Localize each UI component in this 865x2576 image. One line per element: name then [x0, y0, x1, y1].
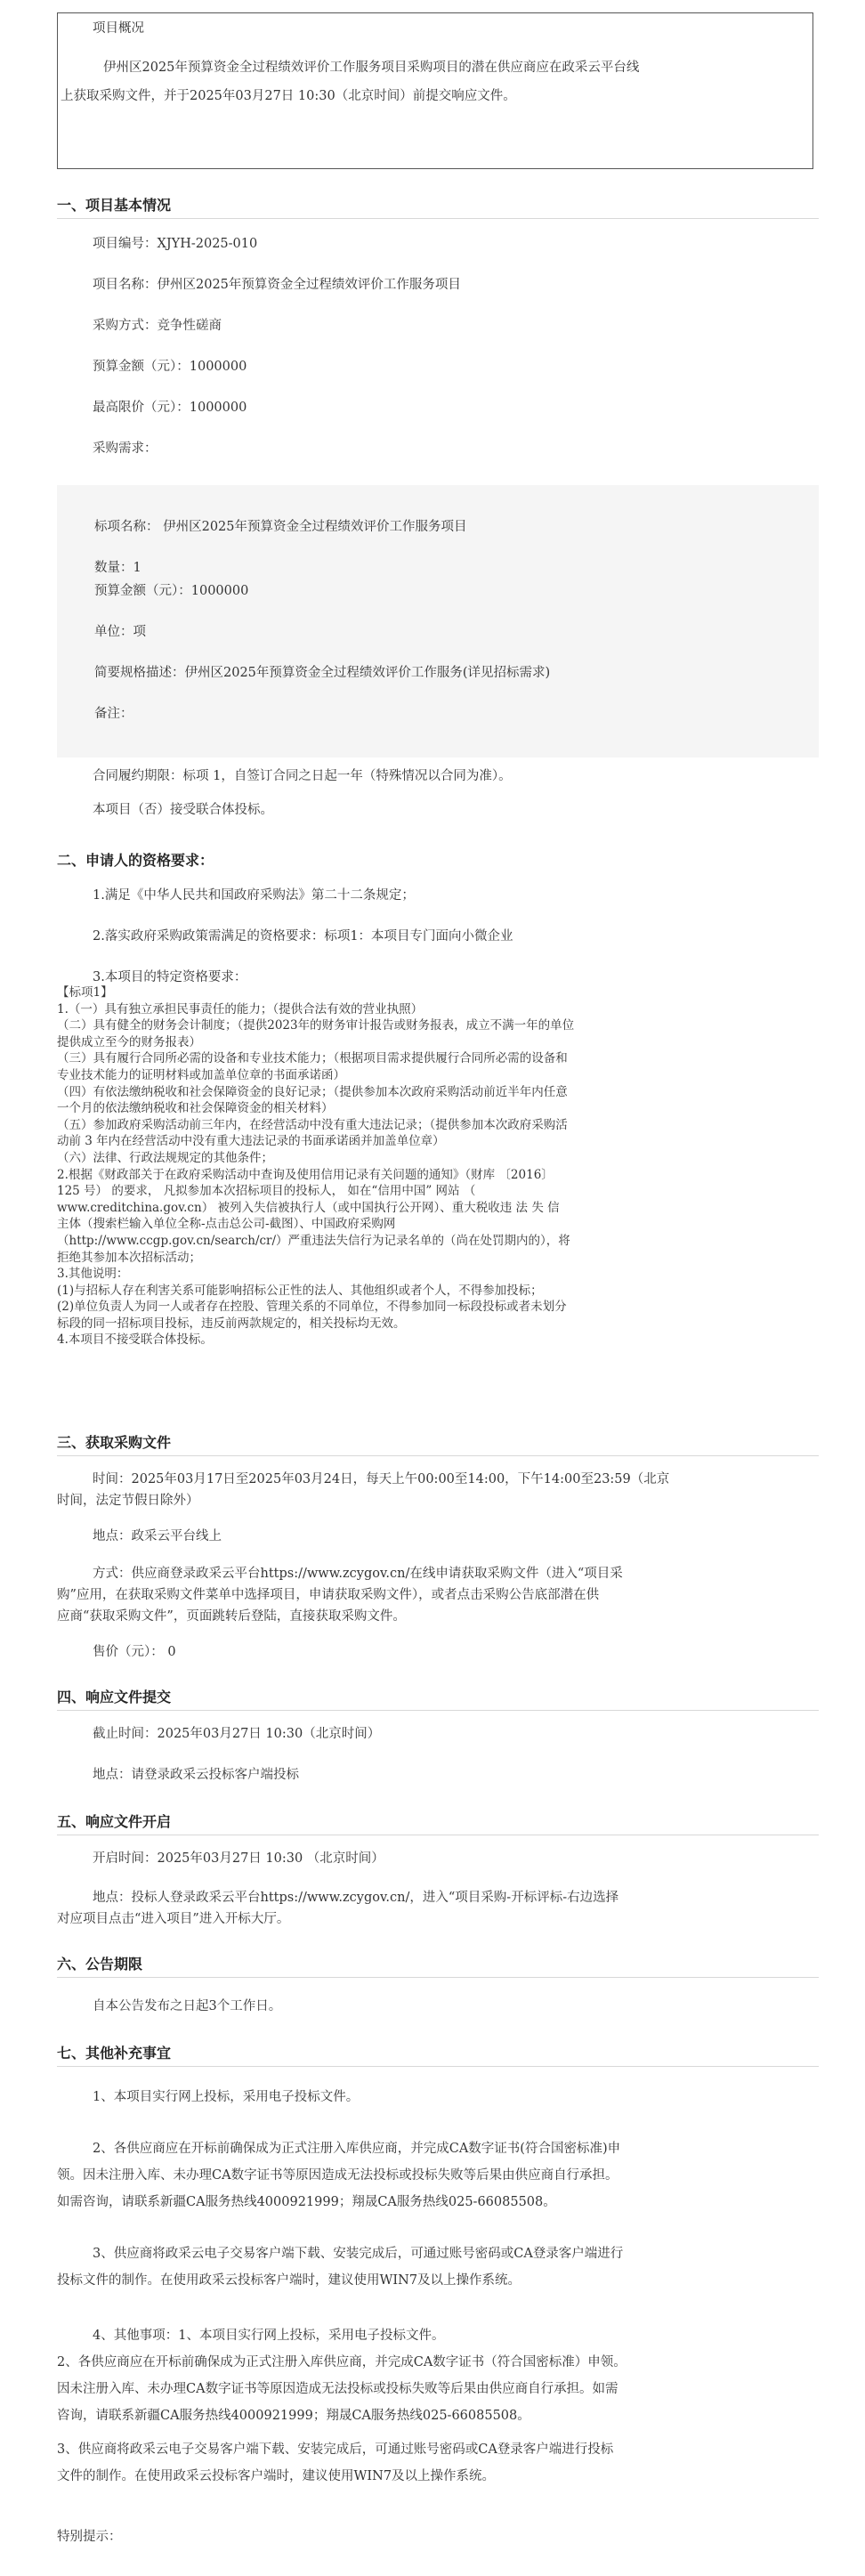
detail-line: (2)单位负责人为同一人或者存在控股、管理关系的不同单位，不得参加同一标段投标或者未划分 — [57, 1300, 567, 1315]
acquire-time-line2: 时间，法定节假日除外） — [57, 1494, 199, 1508]
opening-place-line1: 地点：投标人登录政采云平台https://www.zcygov.cn/，进入“项目采购-开标评标-右边选择 — [93, 1891, 619, 1905]
opening-place-line2: 对应项目点击“进入项目”进入开标大厅。 — [57, 1912, 290, 1926]
detail-line: 提供成立至今的财务报表） — [57, 1034, 201, 1049]
summary-title: 项目概况 — [93, 21, 144, 36]
supplement-p6-line2: 文件的制作。在使用政采云投标客户端时，建议使用WIN7及以上操作系统。 — [57, 2469, 496, 2483]
submit-place: 地点：请登录政采云投标客户端投标 — [93, 1768, 299, 1782]
notice-period: 自本公告发布之日起3个工作日。 — [93, 1999, 282, 2013]
summary-text-line2: 上获取采购文件，并于2025年03月27日 10:30（北京时间）前提交响应文件。 — [61, 89, 516, 103]
detail-line: 【标项1】 — [57, 985, 113, 1000]
section5-heading: 五、响应文件开启 — [57, 1813, 172, 1830]
detail-line: 主体（搜索栏输入单位全称-点击总公司-截图）、中国政府采购网 — [57, 1217, 396, 1232]
detail-line: （六）法律、行政法规规定的其他条件； — [57, 1150, 273, 1165]
section6-heading: 六、公告期限 — [57, 1956, 143, 1973]
opening-time: 开启时间：2025年03月27日 10:30 （北京时间） — [93, 1851, 384, 1866]
detail-line: （四）有依法缴纳税收和社会保障资金的良好记录；（提供参加本次政府采购活动前近半年内任意 — [57, 1084, 568, 1099]
detail-line: 4.本项目不接受联合体投标。 — [57, 1333, 213, 1348]
special-notice-label: 特别提示： — [57, 2530, 122, 2544]
section3-divider — [57, 1455, 819, 1456]
detail-line: 动前 3 年内在经营活动中没有重大违法记录的书面承诺函并加盖单位章） — [57, 1134, 445, 1149]
project-name: 项目名称：伊州区2025年预算资金全过程绩效评价工作服务项目 — [93, 278, 461, 292]
lot-name: 标项名称： 伊州区2025年预算资金全过程绩效评价工作服务项目 — [94, 520, 467, 534]
document-price: 售价（元）： 0 — [93, 1645, 176, 1659]
project-number: 项目编号：XJYH-2025-010 — [93, 237, 258, 251]
lot-spec: 简要规格描述：伊州区2025年预算资金全过程绩效评价工作服务(详见招标需求) — [94, 666, 551, 680]
supplement-p5-line1: 2、各供应商应在开标前确保成为正式注册入库供应商，并完成CA数字证书（符合国密标准）申领。 — [57, 2355, 627, 2369]
max-price: 最高限价（元）：1000000 — [93, 401, 247, 415]
qualification-req1: 1.满足《中华人民共和国政府采购法》第二十二条规定； — [93, 888, 415, 903]
supplement-p2-line2: 领。因未注册入库、未办理CA数字证书等原因造成无法投标或投标失败等后果由供应商自行承担。 — [57, 2168, 618, 2183]
acquire-way-line2: 购”应用，在获取采购文件菜单中选择项目，申请获取采购文件），或者点击采购公告底部潜在供 — [57, 1588, 600, 1602]
supplement-p5-line2: 因未注册入库、未办理CA数字证书等原因造成无法投标或投标失败等后果由供应商自行承担。如需 — [57, 2382, 618, 2396]
section7-divider — [57, 2066, 819, 2067]
section7-heading: 七、其他补充事宜 — [57, 2045, 172, 2062]
acquire-way-line1: 方式：供应商登录政采云平台https://www.zcygov.cn/在线申请获取采购文件（进入“项目采 — [93, 1567, 623, 1581]
procurement-demand-label: 采购需求： — [93, 441, 158, 456]
section1-heading: 一、项目基本情况 — [57, 197, 172, 214]
detail-line: 标段的同一招标项目投标，违反前两款规定的，相关投标均无效。 — [57, 1316, 406, 1331]
detail-line: 2.根据《财政部关于在政府采购活动中查询及使用信用记录有关问题的通知》（财库 〔2016〕 — [57, 1167, 554, 1182]
detail-line: 125 号） 的要求， 凡拟参加本次招标项目的投标人， 如在“信用中国” 网站 （ — [57, 1184, 476, 1199]
detail-line: （三）具有履行合同所必需的设备和专业技术能力；（根据项目需求提供履行合同所必需的设备和 — [57, 1051, 568, 1066]
consortium-note: 本项目（否）接受联合体投标。 — [93, 803, 273, 817]
lot-budget: 预算金额（元）：1000000 — [94, 584, 249, 598]
section4-heading: 四、响应文件提交 — [57, 1689, 172, 1705]
summary-text-line1: 伊州区2025年预算资金全过程绩效评价工作服务项目采购项目的潜在供应商应在政采云平台线 — [103, 61, 640, 75]
supplement-p2-line1: 2、各供应商应在开标前确保成为正式注册入库供应商，并完成CA数字证书(符合国密标准)申 — [93, 2142, 621, 2156]
supplement-p1: 1、本项目实行网上投标，采用电子投标文件。 — [93, 2090, 360, 2104]
supplement-p4: 4、其他事项：1、本项目实行网上投标，采用电子投标文件。 — [93, 2329, 445, 2343]
procurement-method: 采购方式：竞争性磋商 — [93, 319, 222, 333]
detail-line: 3.其他说明： — [57, 1267, 129, 1282]
qualification-req3: 3.本项目的特定资格要求： — [93, 970, 247, 984]
submit-deadline: 截止时间：2025年03月27日 10:30（北京时间） — [93, 1727, 381, 1741]
acquire-place: 地点：政采云平台线上 — [93, 1529, 222, 1543]
detail-line: （五）参加政府采购活动前三年内，在经营活动中没有重大违法记录；（提供参加本次政府采购活 — [57, 1117, 568, 1132]
contract-period: 合同履约期限：标项 1，自签订合同之日起一年（特殊情况以合同为准）。 — [93, 769, 512, 783]
detail-line: 拒绝其参加本次招标活动； — [57, 1250, 201, 1265]
section2-heading: 二、申请人的资格要求： — [57, 852, 214, 869]
detail-line: (1)与招标人存在利害关系可能影响招标公正性的法人、其他组织或者个人，不得参加投标； — [57, 1283, 543, 1298]
section4-divider — [57, 1710, 819, 1711]
supplement-p2-line3: 如需咨询，请联系新疆CA服务热线4000921999；翔晟CA服务热线025-66085508。 — [57, 2195, 556, 2209]
detail-line: （http://www.ccgp.gov.cn/search/cr/）严重违法失信行为记录名单的（尚在处罚期内的），将 — [57, 1233, 570, 1248]
detail-line: 一个月的依法缴纳税收和社会保障资金的相关材料） — [57, 1101, 334, 1116]
lot-unit: 单位：项 — [94, 625, 146, 639]
section3-heading: 三、获取采购文件 — [57, 1434, 172, 1451]
detail-line: www.creditchina.gov.cn） 被列入失信被执行人（或中国执行公开网）、重大税收违 法 失 信 — [57, 1200, 560, 1215]
detail-line: 1.（一）具有独立承担民事责任的能力；（提供合法有效的营业执照） — [57, 1001, 424, 1017]
acquire-time-line1: 时间：2025年03月17日至2025年03月24日，每天上午00:00至14:00，下午14:00至23:59（北京 — [93, 1472, 670, 1486]
section1-divider — [57, 218, 819, 219]
lot-quantity: 数量：1 — [94, 561, 141, 575]
detail-line: （二）具有健全的财务会计制度；（提供2023年的财务审计报告或财务报表，成立不满一年的单位 — [57, 1018, 575, 1033]
supplement-p3-line2: 投标文件的制作。在使用政采云投标客户端时，建议使用WIN7及以上操作系统。 — [57, 2273, 521, 2288]
supplement-p5-line3: 咨询，请联系新疆CA服务热线4000921999；翔晟CA服务热线025-66085508。 — [57, 2409, 530, 2423]
supplement-p6-line1: 3、供应商将政采云电子交易客户端下载、安装完成后，可通过账号密码或CA登录客户端进行投标 — [57, 2442, 614, 2457]
budget-amount: 预算金额（元）：1000000 — [93, 360, 247, 374]
acquire-way-line3: 应商“获取采购文件”，页面跳转后登陆，直接获取采购文件。 — [57, 1609, 406, 1624]
detail-line: 专业技术能力的证明材料或加盖单位章的书面承诺函） — [57, 1067, 345, 1082]
qualification-req2: 2.落实政府采购政策需满足的资格要求：标项1：本项目专门面向小微企业 — [93, 929, 513, 944]
supplement-p3-line1: 3、供应商将政采云电子交易客户端下载、安装完成后，可通过账号密码或CA登录客户端进行 — [93, 2247, 624, 2261]
qualification-details — [57, 984, 819, 1349]
section6-divider — [57, 1977, 819, 1978]
lot-remark: 备注： — [94, 707, 133, 721]
